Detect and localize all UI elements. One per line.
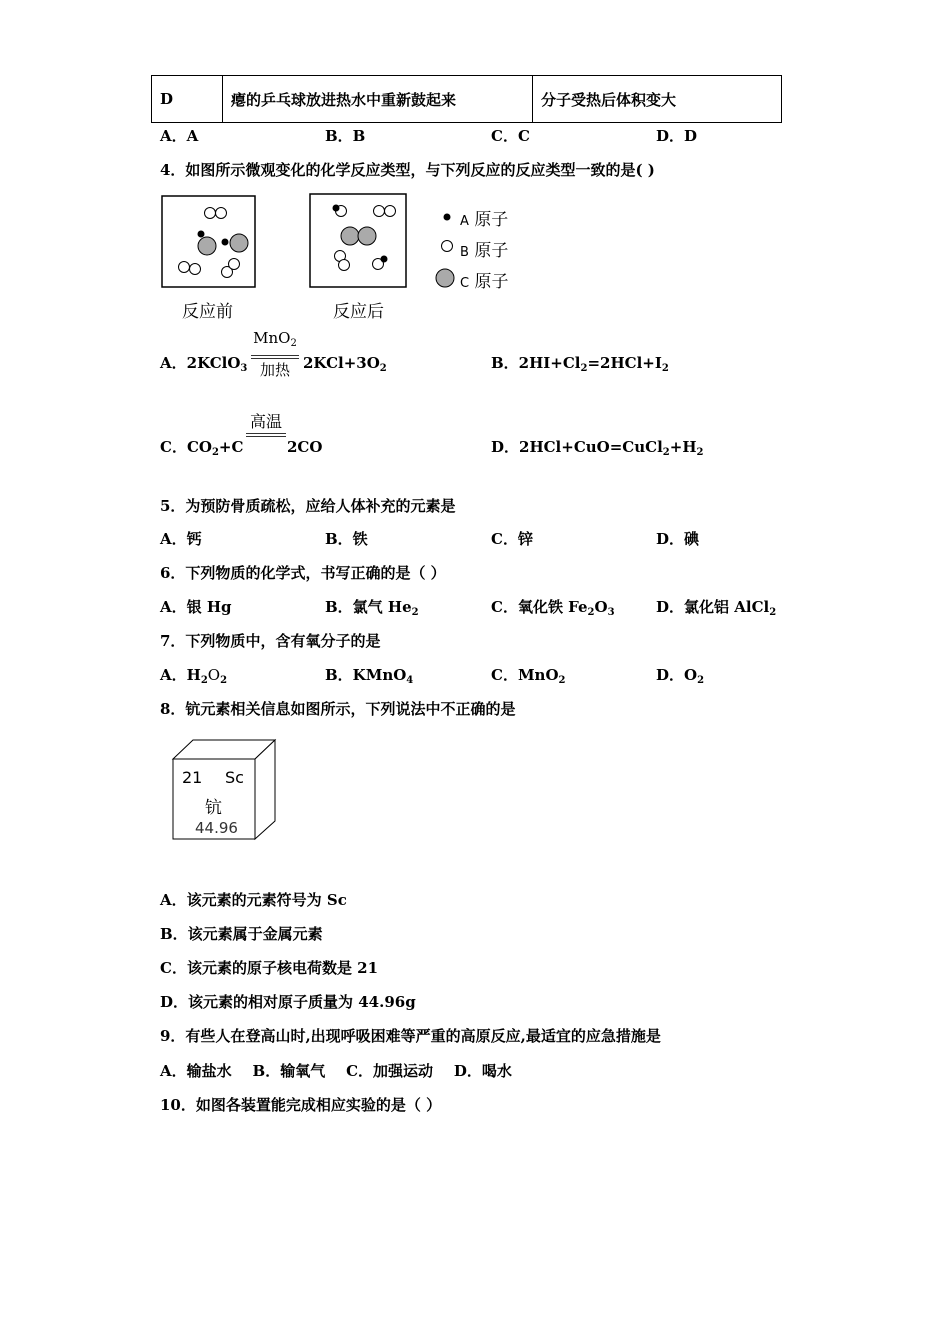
q6-option-c: C．氧化铁 $Fe_2O_3$: [491, 598, 615, 618]
element-number: 21: [182, 768, 203, 787]
element-symbol: Sc: [225, 768, 244, 787]
legend-b: B 原子: [460, 241, 509, 261]
a-atom: [198, 231, 205, 238]
q7-stem: 7．下列物质中，含有氧分子的是: [160, 632, 381, 650]
q5-option-b: B．铁: [325, 530, 368, 548]
legend-c: C 原子: [460, 272, 509, 292]
q8-option-c: C．该元素的原子核电荷数是 21: [160, 959, 379, 977]
b-atom: [229, 259, 240, 270]
a-atom: [381, 256, 388, 263]
q4-a-condition: MnO$_2$ 加热: [251, 328, 299, 380]
b-atom: [216, 208, 227, 219]
c-atom: [358, 227, 376, 245]
q5-option-c: C．锌: [491, 530, 533, 548]
q5-stem: 5．为预防骨质疏松，应给人体补充的元素是: [160, 497, 456, 515]
legend-a: A 原子: [460, 210, 509, 230]
c-atom: [230, 234, 248, 252]
q7-option-a: A．$H_2O_2$: [160, 666, 228, 686]
q3-option-a: A．A: [160, 127, 199, 145]
b-atom: [374, 206, 385, 217]
q5-option-d: D．碘: [656, 530, 700, 548]
row-letter: D: [152, 76, 223, 123]
q7-option-b: B．KMnO$_4$: [325, 666, 414, 686]
q3-option-c: C．C: [491, 127, 530, 145]
q4-option-a: A．2KClO$_3$: [160, 354, 248, 374]
q3-option-d: D．D: [656, 127, 698, 145]
a-atom: [333, 205, 340, 212]
q8-option-a: A．该元素的元素符号为 Sc: [160, 891, 347, 909]
answer-table: [151, 75, 782, 123]
q6-stem: 6．下列物质的化学式，书写正确的是（ ）: [160, 564, 446, 582]
q4-c-condition: 高温: [246, 412, 286, 438]
q10-stem: 10．如图各装置能完成相应实验的是（ ）: [160, 1096, 442, 1114]
q7-option-c: C．MnO$_2$: [491, 666, 566, 686]
b-atom: [190, 264, 201, 275]
b-atom: [385, 206, 396, 217]
c-atom: [341, 227, 359, 245]
q9-options: A．输盐水 B．输氧气 C．加强运动 D．喝水: [160, 1062, 512, 1080]
legend-a-dot: [444, 214, 451, 221]
q4-stem: 4．如图所示微观变化的化学反应类型，与下列反应的反应类型一致的是( ): [160, 161, 655, 179]
q6-option-b: B．氯气 $He_2$: [325, 598, 419, 618]
legend-c-circle: [436, 269, 454, 287]
table-row: [152, 76, 782, 123]
q3-option-b: B．B: [325, 127, 366, 145]
q5-option-a: A．钙: [160, 530, 202, 548]
b-atom: [339, 260, 350, 271]
c-atom: [198, 237, 216, 255]
b-atom: [205, 208, 216, 219]
q4-option-a-product: $2KCl+3O_2$: [303, 354, 387, 374]
row-explanation: 分子受热后体积变大: [533, 76, 782, 123]
q7-option-d: D．$O_2$: [656, 666, 705, 686]
element-mass: 44.96: [195, 819, 238, 837]
q4-option-c-product: 2CO: [287, 438, 323, 456]
q8-option-b: B．该元素属于金属元素: [160, 925, 323, 943]
q6-option-a: A．银 Hg: [160, 598, 232, 616]
after-label: 反应后: [333, 302, 384, 322]
q6-option-d: D．氯化铝 AlCl$_2$: [656, 598, 777, 618]
a-atom: [222, 239, 229, 246]
q4-option-b: B．$2HI+Cl_2=2HCl+I_2$: [491, 354, 669, 374]
q9-stem: 9．有些人在登高山时,出现呼吸困难等严重的高原反应,最适宜的应急措施是: [160, 1027, 661, 1045]
row-phenomenon: 瘪的乒乓球放进热水中重新鼓起来: [223, 76, 533, 123]
q4-option-d: D．$2HCl+CuO=CuCl_2+H_2$: [491, 438, 704, 458]
q4-option-c: C．$CO_2+C$: [160, 438, 244, 458]
element-name: 钪: [205, 798, 222, 818]
legend-b-circle: [442, 241, 453, 252]
q8-option-d: D．该元素的相对原子质量为 44.96g: [160, 993, 416, 1011]
b-atom: [179, 262, 190, 273]
q8-stem: 8．钪元素相关信息如图所示，下列说法中不正确的是: [160, 700, 516, 718]
before-label: 反应前: [182, 302, 233, 322]
